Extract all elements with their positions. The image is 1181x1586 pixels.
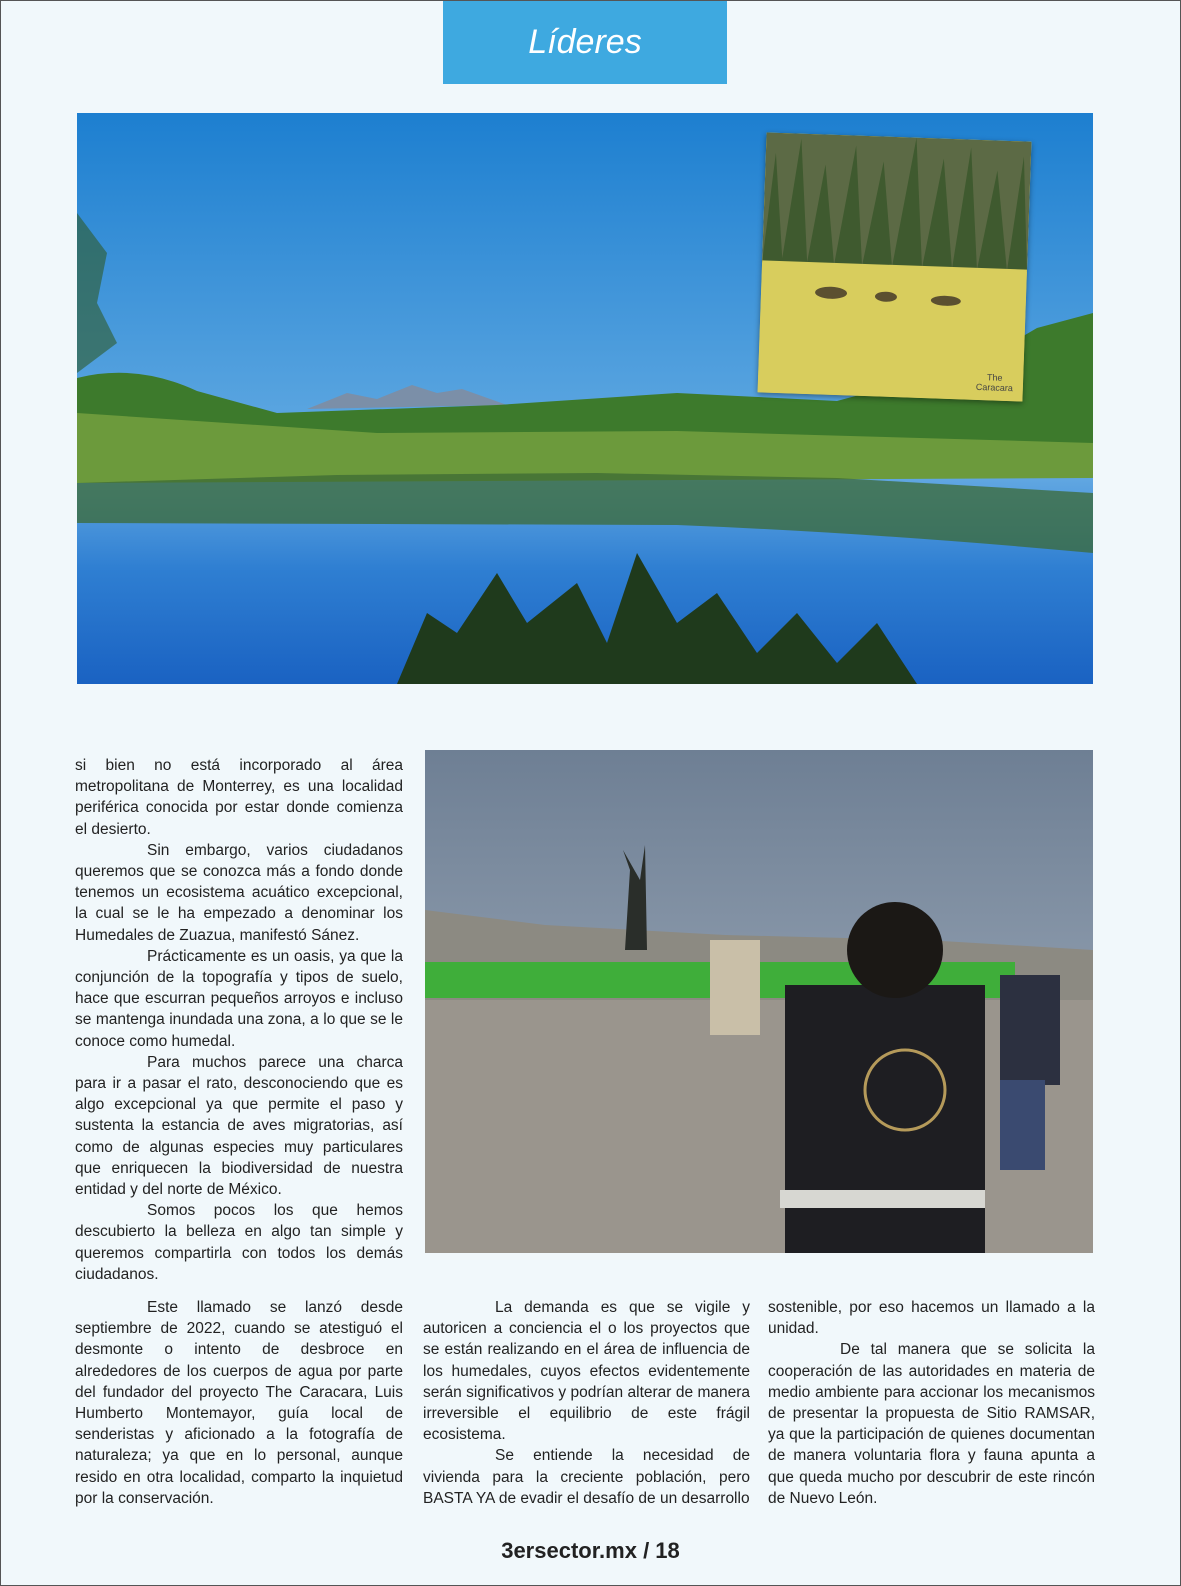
logo-line1: The — [986, 372, 1003, 383]
paragraph-9: sostenible, por eso hacemos un llamado a la unidad. — [768, 1299, 1095, 1338]
logo-line2: Caracara — [975, 381, 1014, 394]
paragraph-5: Somos pocos los que hemos descubierto la belleza en algo tan simple y queremos compartirla con todos los demás ciudadanos. — [75, 1202, 403, 1283]
paragraph-1: si bien no está incorporado al área metropolitana de Monterrey, es una localidad periférica conocida por estar donde comienza el desierto. — [75, 757, 403, 838]
column-1-upper — [75, 755, 403, 1285]
the-caracara-logo — [976, 372, 1014, 393]
ducks-photo — [758, 132, 1032, 401]
page-footer: 3ersector.mx / 18 — [501, 1538, 680, 1563]
section-tab — [443, 1, 727, 84]
section-title: Líderes — [528, 23, 642, 61]
paragraph-3: Prácticamente es un oasis, ya que la conjunción de la topografía y tipos de suelo, hace que escurran pequeños arroyos e incluso se mantenga inundada una zona, a lo que se le conoce como humedal. — [75, 947, 403, 1050]
paragraph-8: Se entiende la necesidad de vivienda para la creciente población, pero BASTA YA de evadir el desafío de un desarrollo — [423, 1447, 750, 1507]
column-3 — [768, 1297, 1095, 1509]
paragraph-2: Sin embargo, varios ciudadanos queremos que se conozca más a fondo donde tenemos un ecosistema acuático excepcional, la cual se le ha empezado a denominar los Humedales de Zuazua, manifestó Sánez. — [75, 841, 403, 944]
ducks-photo-drawing — [758, 132, 1032, 401]
column-2 — [423, 1297, 750, 1509]
paragraph-7: La demanda es que se vigile y autoricen a conciencia el o los proyectos que se están realizando en el área de influencia de los humedales, cuyos efectos evidentemente serán significativos y podrían alterar de manera irreversible el equilibrio de este frágil ecosistema. — [423, 1299, 750, 1444]
paragraph-6: Este llamado se lanzó desde septiembre de 2022, cuando se atestiguó el desmonte o intento de desbroce en alrededores de los cuerpos de agua por parte del fundador del proyecto The Caracara, Luis Humberto Montemayor, guía local de senderistas y aficionado a la fotografía de naturaleza; ya que en lo personal, aunque resido en otra localidad, comparto la inquietud por la conservación. — [75, 1299, 403, 1507]
paragraph-4: Para muchos parece una charca para ir a pasar el rato, desconociendo que es algo excepcional ya que permite el paso y sustenta la estancia de aves migratorias, así como de algunas especies muy particulares que enriquecen la biodiversidad de nuestra entidad y del norte de México. — [75, 1053, 403, 1199]
inspection-team-photo — [425, 750, 1093, 1253]
paragraph-10: De tal manera que se solicita la cooperación de las autoridades en materia de medio ambiente para accionar los mecanismos de presentar la propuesta de Sitio RAMSAR, ya que la participación de quienes documentan de manera voluntaria flora y fauna apunta a que queda mucho por descubrir de este rincón de Nuevo León. — [768, 1341, 1095, 1507]
column-1-lower — [75, 1297, 403, 1509]
team-photo-drawing — [425, 750, 1093, 1253]
